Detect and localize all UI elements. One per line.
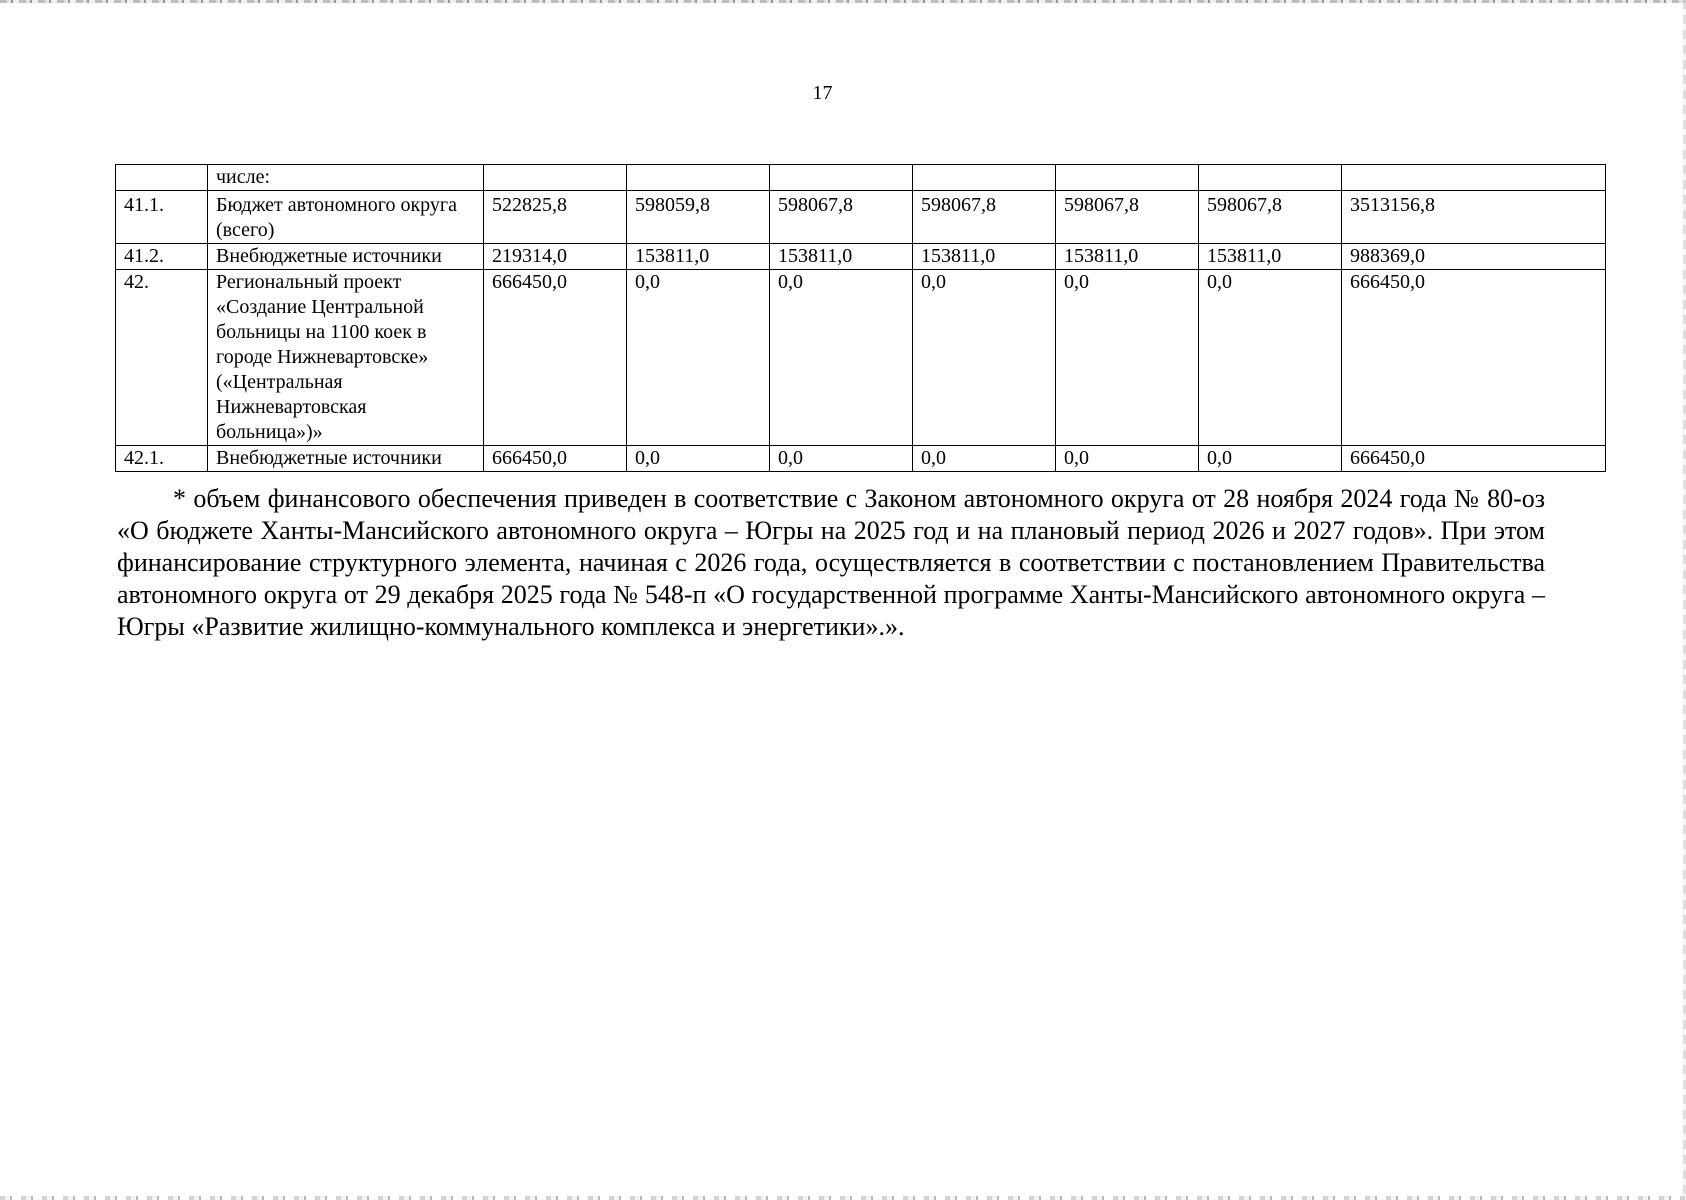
- total-cell: 3513156,8: [1342, 191, 1606, 244]
- table-row: [116, 165, 1606, 191]
- value-cell: 522825,8: [484, 191, 627, 244]
- value-cell: 598059,8: [627, 191, 770, 244]
- value-cell: 153811,0: [1056, 244, 1199, 270]
- value-cell: 153811,0: [627, 244, 770, 270]
- total-cell: [1342, 165, 1606, 191]
- value-cell: 219314,0: [484, 244, 627, 270]
- value-cell: 598067,8: [1199, 191, 1342, 244]
- value-cell: [484, 165, 627, 191]
- scan-edge-top: [0, 0, 1686, 3]
- value-cell: 598067,8: [913, 191, 1056, 244]
- value-cell: [1056, 165, 1199, 191]
- scan-edge-bottom: [0, 1196, 1686, 1200]
- value-cell: 0,0: [627, 270, 770, 446]
- value-cell: 0,0: [1199, 446, 1342, 472]
- value-cell: 153811,0: [1199, 244, 1342, 270]
- row-name-cell: числе:: [208, 165, 484, 191]
- row-number-cell: 41.2.: [116, 244, 208, 270]
- page-number: 17: [812, 82, 833, 104]
- value-cell: 0,0: [1056, 446, 1199, 472]
- value-cell: 666450,0: [484, 270, 627, 446]
- value-cell: 598067,8: [1056, 191, 1199, 244]
- row-number-cell: 42.: [116, 270, 208, 446]
- value-cell: 0,0: [627, 446, 770, 472]
- value-cell: 0,0: [770, 270, 913, 446]
- row-number-cell: 41.1.: [116, 191, 208, 244]
- footnote: [117, 483, 1545, 643]
- row-number-cell: [116, 165, 208, 191]
- financing-table: [115, 164, 1606, 472]
- row-number-cell: 42.1.: [116, 446, 208, 472]
- value-cell: [770, 165, 913, 191]
- table-row: [116, 446, 1606, 472]
- value-cell: 0,0: [1199, 270, 1342, 446]
- row-name-cell: Региональный проект «Создание Центральной больницы на 1100 коек в городе Нижневартовске» («Центральная Нижневартовская больница»)»: [208, 270, 484, 446]
- value-cell: 0,0: [770, 446, 913, 472]
- table-row: [116, 191, 1606, 244]
- table-row: [116, 270, 1606, 446]
- value-cell: 598067,8: [770, 191, 913, 244]
- row-name-cell: Внебюджетные источники: [208, 244, 484, 270]
- value-cell: 153811,0: [913, 244, 1056, 270]
- value-cell: 0,0: [1056, 270, 1199, 446]
- row-name-cell: Бюджет автономного округа (всего): [208, 191, 484, 244]
- value-cell: 0,0: [913, 270, 1056, 446]
- footnote-text: * объем финансового обеспечения приведен в соответствие с Законом автономного округа от 28 ноября 2024 года № 80-оз «О бюджете Ханты-Мансийского автономного округа – Югры на 2025 год и на плановый период 2026 и 2027 годов». При этом финансирование структурного элемента, начиная с 2026 года, осуществляется в соответствии с постановлением Правительства автономного округа от 29 декабря 2025 года № 548-п «О государственной программе Ханты-Мансийского автономного округа – Югры «Развитие жилищно-коммунального комплекса и энергетики».».: [117, 484, 1545, 641]
- value-cell: 666450,0: [484, 446, 627, 472]
- row-name-cell: Внебюджетные источники: [208, 446, 484, 472]
- total-cell: 666450,0: [1342, 270, 1606, 446]
- value-cell: [913, 165, 1056, 191]
- total-cell: 988369,0: [1342, 244, 1606, 270]
- value-cell: [1199, 165, 1342, 191]
- total-cell: 666450,0: [1342, 446, 1606, 472]
- value-cell: 0,0: [913, 446, 1056, 472]
- value-cell: [627, 165, 770, 191]
- value-cell: 153811,0: [770, 244, 913, 270]
- table-row: [116, 244, 1606, 270]
